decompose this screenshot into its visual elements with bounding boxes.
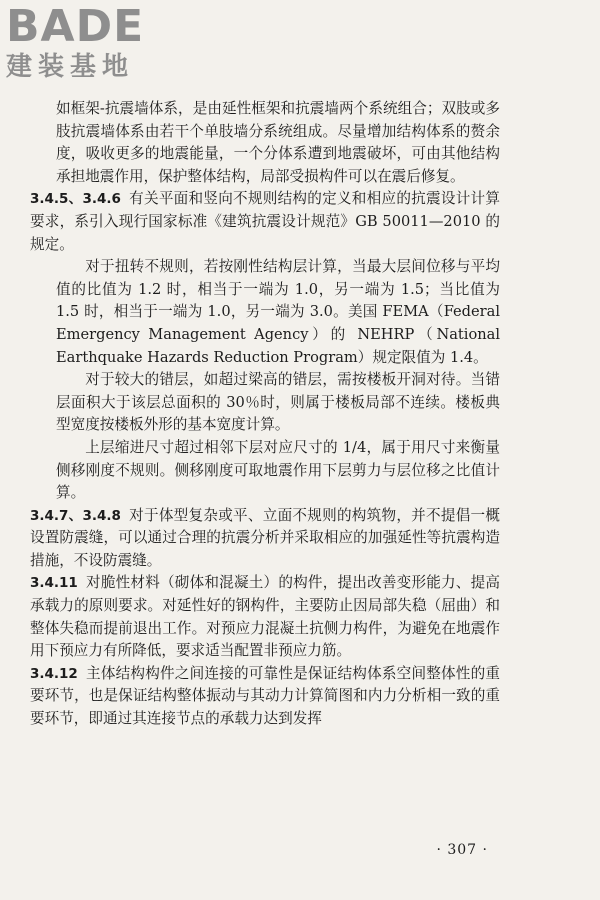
section-paragraph xyxy=(30,572,500,662)
document-body xyxy=(30,98,500,731)
paragraph-text: 上层缩进尺寸超过相邻下层对应尺寸的 1/4，属于用尺寸来衡量侧移刚度不规则。侧移刚度可取地震作用下层剪力与层位移之比值计算。 xyxy=(56,438,500,502)
section-number: 3.4.7、3.4.8 xyxy=(30,507,121,524)
section-paragraph xyxy=(30,505,500,573)
paragraph-text: 对于体型复杂或平、立面不规则的构筑物，并不提倡一概设置防震缝，可以通过合理的抗震分析并采取相应的加强延性等抗震构造措施，不设防震缝。 xyxy=(30,506,500,569)
paragraph xyxy=(56,369,500,437)
paragraph xyxy=(56,437,500,505)
logo-subtitle: 建装基地 xyxy=(6,52,135,82)
paragraph-text: 有关平面和竖向不规则结构的定义和相应的抗震设计计算要求，系引入现行国家标准《建筑抗震设计规范》GB 50011—2010 的规定。 xyxy=(30,190,500,253)
section-number: 3.4.5、3.4.6 xyxy=(30,191,121,208)
section-paragraph xyxy=(30,188,500,256)
paragraph-text: 对脆性材料（砌体和混凝土）的构件，提出改善变形能力、提高承载力的原则要求。对延性好的钢构件，主要防止因局部失稳（屈曲）和整体失稳而提前退出工作。对预应力混凝土抗侧力构件，为避免在地震作用下预应力有所降低，要求适当配置非预应力筋。 xyxy=(30,574,500,660)
section-number: 3.4.11 xyxy=(30,575,78,592)
paragraph xyxy=(56,256,500,369)
section-paragraph xyxy=(30,663,500,731)
section-number: 3.4.12 xyxy=(30,665,78,682)
paragraph-text: 如框架-抗震墙体系，是由延性框架和抗震墙两个系统组合；双肢或多肢抗震墙体系由若干个单肢墙分系统组成。尽量增加结构体系的赘余度，吸收更多的地震能量，一个分体系遭到地震破坏，可由其他结构承担地震作用，保护整体结构，局部受损构件可以在震后修复。 xyxy=(56,100,500,185)
paragraph xyxy=(56,98,500,188)
paragraph-text: 主体结构构件之间连接的可靠性是保证结构体系空间整体性的重要环节，也是保证结构整体振动与其动力计算简图和内力分析相一致的重要环节，即通过其连接节点的承载力达到发挥 xyxy=(30,664,500,728)
page-number: · 307 · xyxy=(436,842,488,858)
logo-brand-text: BADE xyxy=(6,1,145,52)
paragraph-text: 对于扭转不规则，若按刚性结构层计算，当最大层间位移与平均值的比值为 1.2 时，相当于一端为 1.0，另一端为 1.5；当比值为 1.5 时，相当于一端为 1.0，另一端为 3.0。美国 FEMA（Federal Emergency Management Agency）的 NEHRP（National Earthquake Hazards Reduction Program）规定限值为 1.4。 xyxy=(56,258,500,366)
bade-logo xyxy=(6,1,176,90)
paragraph-text: 对于较大的错层，如超过梁高的错层，需按楼板开洞对待。当错层面积大于该层总面积的 30％时，则属于楼板局部不连续。楼板典型宽度按楼板外形的基本宽度计算。 xyxy=(56,371,500,434)
